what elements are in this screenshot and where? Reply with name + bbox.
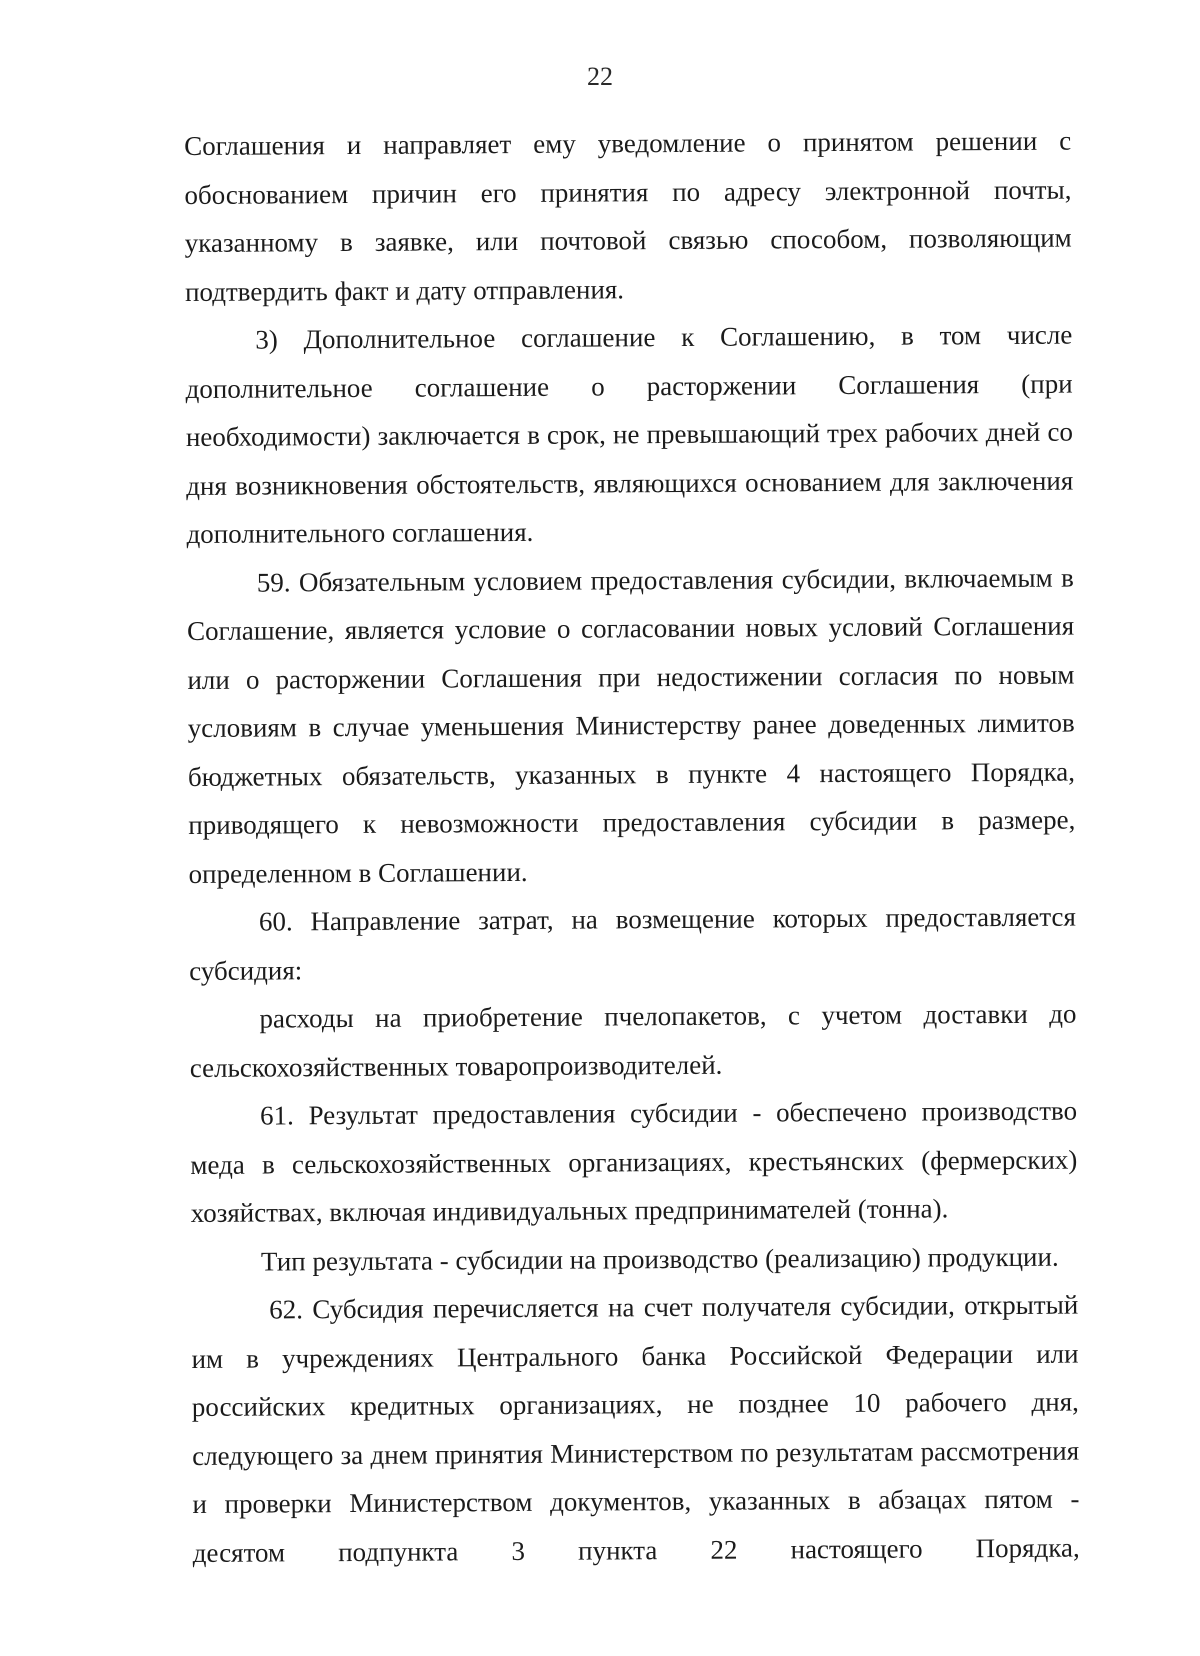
paragraph-60: 60. Направление затрат, на возмещение которых предоставляется субсидия:: [189, 901, 1076, 986]
paragraph-61: 61. Результат предоставления субсидии - обеспечено производство меда в сельскохозяйственных организациях, крестьянских (фермерских) хозяйствах, включая индивидуальных предпринимателей (тонна).: [190, 1095, 1078, 1228]
paragraph-continuation: Соглашения и направляет ему уведомление о принятом решении с обоснованием причин его принятия по адресу электронной почты, указанному в заявке, или почтовой связью способом, позволяющим подтвердить факт и дату отправления.: [184, 125, 1072, 307]
paragraph-59: 59. Обязательным условием предоставления субсидии, включаемым в Соглашение, является условие о согласовании новых условий Соглашения или о расторжении Соглашения при недостижении согласия по новым условиям в случае уменьшения Министерству ранее доведенных лимитов бюджетных обязательств, указанных в пункте 4 настоящего Порядка, приводящего к невозможности предоставления субсидии в размере, определенном в Соглашении.: [187, 562, 1076, 889]
paragraph-subitem-3: 3) Дополнительное соглашение к Соглашению, в том числе дополнительное соглашение о расторжении Соглашения (при необходимости) заключается в срок, не превышающий трех рабочих дней со дня возникновения обстоятельств, являющихся основанием для заключения дополнительного соглашения.: [185, 319, 1074, 549]
paragraph-62: 62. Субсидия перечисляется на счет получателя субсидии, открытый им в учреждениях Центрального банка Российской Федерации или российских кредитных организациях, не позднее 10 рабочего дня, следующего за днем принятия Министерством по результатам рассмотрения и проверки Министерством документов, указанных в абзацах пятом - десятом подпункта 3 пункта 22 настоящего Порядка,: [191, 1289, 1080, 1568]
paragraph-result-type: Тип результата - субсидии на производство (реализацию) продукции.: [260, 1241, 1059, 1277]
page-number: 22: [587, 62, 613, 91]
document-body: [184, 117, 1080, 1577]
paragraph-expenses: расходы на приобретение пчелопакетов, с учетом доставки до сельскохозяйственных товаропроизводителей.: [189, 998, 1077, 1083]
